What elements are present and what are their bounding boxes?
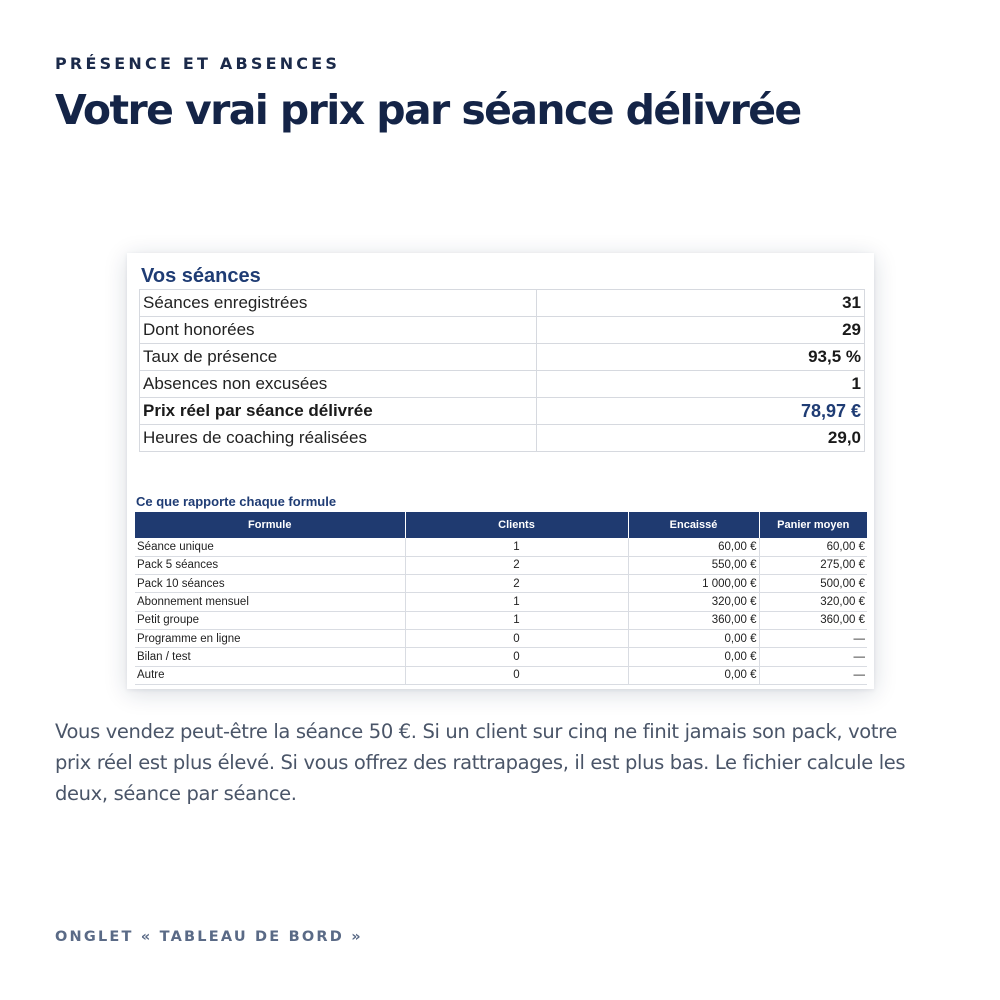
cell-encaisse: 1 000,00 €: [628, 575, 759, 593]
summary-value: 1: [537, 371, 865, 398]
cell-formule: Autre: [135, 666, 405, 684]
cell-encaisse: 60,00 €: [628, 538, 759, 556]
body-paragraph: Vous vendez peut-être la séance 50 €. Si un client sur cinq ne finit jamais son pack, votre prix réel est plus élevé. Si vous offrez des rattrapages, il est plus bas. Le fichier calcule les deux, séance par séance.: [55, 720, 906, 805]
table-row: [135, 611, 867, 629]
sessions-summary-table: [139, 289, 865, 452]
cell-clients: 0: [405, 648, 628, 666]
cell-encaisse: 0,00 €: [628, 648, 759, 666]
table-row: [135, 666, 867, 684]
table-row: [135, 575, 867, 593]
cell-panier-moyen: —: [759, 629, 867, 647]
spreadsheet-screenshot: [127, 253, 874, 689]
table-row: [135, 629, 867, 647]
cell-formule: Programme en ligne: [135, 629, 405, 647]
table-row: [135, 593, 867, 611]
summary-value: 29: [537, 317, 865, 344]
summary-label: Heures de coaching réalisées: [140, 425, 537, 452]
column-header-panier-moyen: Panier moyen: [759, 512, 867, 538]
cell-clients: 1: [405, 611, 628, 629]
formulas-section-title: Ce que rapporte chaque formule: [136, 494, 337, 509]
column-header-clients: Clients: [405, 512, 628, 538]
summary-row: [140, 425, 865, 452]
summary-row: [140, 344, 865, 371]
summary-row: [140, 290, 865, 317]
cell-clients: 1: [405, 593, 628, 611]
cell-panier-moyen: 360,00 €: [759, 611, 867, 629]
cell-clients: 1: [405, 538, 628, 556]
summary-label: Taux de présence: [140, 344, 537, 371]
cell-formule: Petit groupe: [135, 611, 405, 629]
cell-encaisse: 550,00 €: [628, 556, 759, 574]
cell-panier-moyen: 60,00 €: [759, 538, 867, 556]
summary-value: 31: [537, 290, 865, 317]
cell-panier-moyen: 275,00 €: [759, 556, 867, 574]
cell-panier-moyen: 500,00 €: [759, 575, 867, 593]
cell-formule: Pack 10 séances: [135, 575, 405, 593]
sessions-section-title: Vos séances: [141, 265, 261, 287]
cell-formule: Séance unique: [135, 538, 405, 556]
table-row: [135, 648, 867, 666]
summary-row-highlight: [140, 398, 865, 425]
cell-panier-moyen: —: [759, 648, 867, 666]
formulas-header-row: [135, 512, 867, 538]
summary-value: 93,5 %: [537, 344, 865, 371]
footer-caption: ONGLET « TABLEAU DE BORD »: [55, 929, 363, 945]
summary-label: Prix réel par séance délivrée: [140, 398, 537, 425]
eyebrow-label: PRÉSENCE ET ABSENCES: [55, 54, 341, 73]
formulas-table: [135, 512, 867, 685]
cell-encaisse: 360,00 €: [628, 611, 759, 629]
cell-formule: Bilan / test: [135, 648, 405, 666]
cell-panier-moyen: 320,00 €: [759, 593, 867, 611]
summary-row: [140, 371, 865, 398]
cell-encaisse: 0,00 €: [628, 629, 759, 647]
cell-panier-moyen: —: [759, 666, 867, 684]
table-row: [135, 556, 867, 574]
summary-value: 29,0: [537, 425, 865, 452]
table-row: [135, 538, 867, 556]
cell-clients: 0: [405, 666, 628, 684]
cell-encaisse: 320,00 €: [628, 593, 759, 611]
page-title: Votre vrai prix par séance délivrée: [55, 86, 801, 134]
summary-value-highlight: 78,97 €: [537, 398, 865, 425]
cell-formule: Abonnement mensuel: [135, 593, 405, 611]
cell-clients: 2: [405, 575, 628, 593]
cell-clients: 0: [405, 629, 628, 647]
cell-clients: 2: [405, 556, 628, 574]
summary-label: Dont honorées: [140, 317, 537, 344]
cell-encaisse: 0,00 €: [628, 666, 759, 684]
cell-formule: Pack 5 séances: [135, 556, 405, 574]
column-header-formule: Formule: [135, 512, 405, 538]
summary-label: Séances enregistrées: [140, 290, 537, 317]
summary-row: [140, 317, 865, 344]
summary-label: Absences non excusées: [140, 371, 537, 398]
column-header-encaisse: Encaissé: [628, 512, 759, 538]
